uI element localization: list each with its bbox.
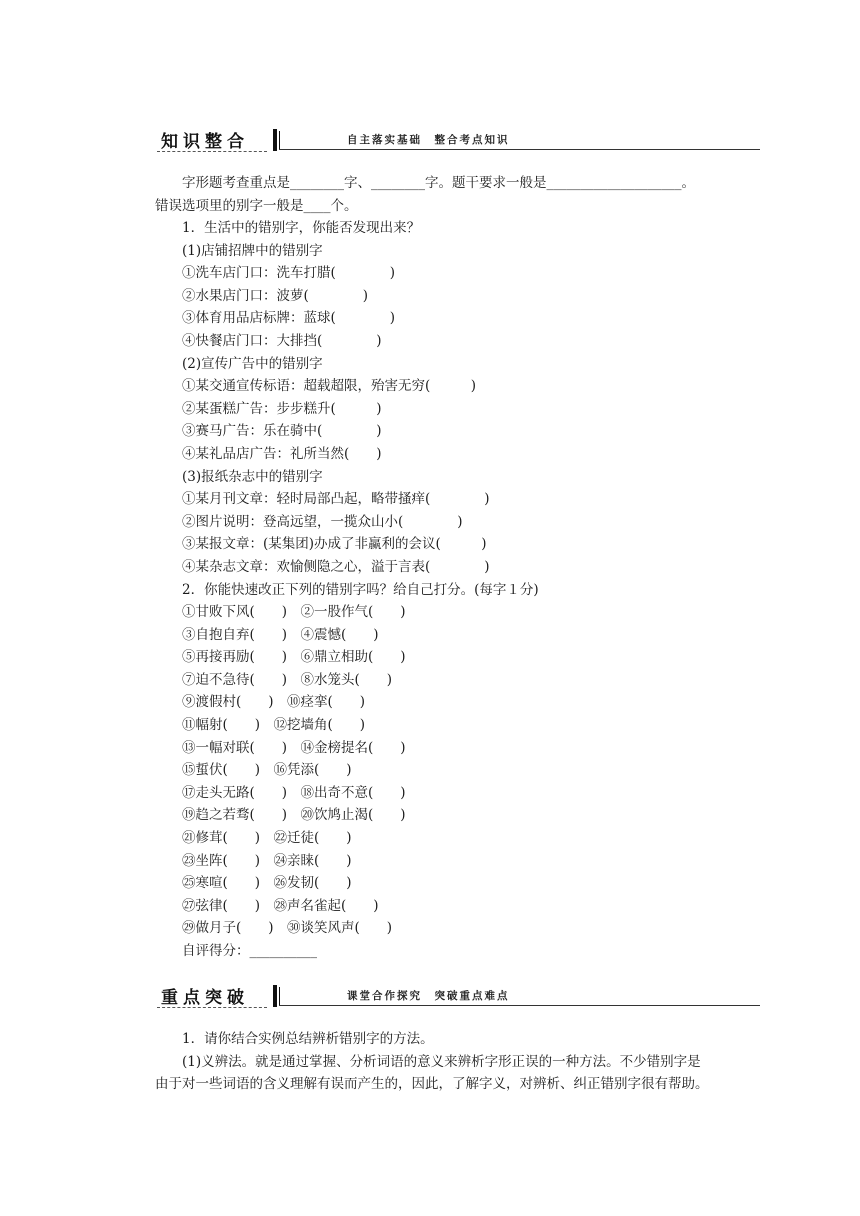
question-line: ④快餐店门口：大排挡( ) [182,332,382,349]
question-line: 2．你能快速改正下列的错别字吗？给自己打分。(每字１分) [182,581,539,598]
question-line: ①甘败下风( ) ②一股作气( ) [182,604,406,621]
methods-paragraph [155,1028,745,1096]
question-line: ⑨渡假村( ) ⑩痉挛( ) [182,694,366,711]
question-line: ⑲趋之若骛( ) ⑳饮鸠止渴( ) [182,807,406,824]
question-line: ⑦迫不急待( ) ⑧水笼头( ) [182,671,393,688]
question-line: ㉗弦律( ) ㉘声名雀起( ) [182,897,379,914]
question-line: ②图片说明：登高远望，一揽众山小( ) [182,513,463,530]
self-score: 自评得分：__________ [182,943,317,959]
title-underline [157,1007,267,1008]
question-line: ⑰走头无路( ) ⑱出奇不意( ) [182,784,406,801]
exercise-list [155,217,745,963]
question-line: ㉓坐阵( ) ㉔亲睐( ) [182,852,352,869]
question-line: ③体育用品店标牌：蓝球( ) [182,310,396,327]
title-underline [157,151,267,152]
question-line: ①某交通宣传标语：超载超限，殆害无穷( ) [182,378,477,395]
question-line: ⑪幅射( ) ⑫挖墙角( ) [182,717,366,734]
intro-paragraph [155,172,745,217]
intro-line: 字形题考查重点是________字、________字。题干要求一般是____________________。 [182,175,695,191]
question-line: (3)报纸杂志中的错别字 [182,468,323,485]
section-header-key-points [157,983,760,1013]
question-line: ⑮蜇伏( ) ⑯凭添( ) [182,762,352,779]
question-line: ③自抱自弃( ) ④震憾( ) [182,626,379,643]
question-line: ④某礼品店广告：礼所当然( ) [182,445,382,462]
question-line: ②水果店门口：波萝( ) [182,287,369,304]
section-subtitle: 课堂合作探究 突破重点难点 [347,990,510,1002]
question-line: ㉙做月子( ) ㉚谈笑风声( ) [182,920,393,937]
question-line: (1)店铺招牌中的错别字 [182,242,323,259]
question-line: (2)宣传广告中的错别字 [182,355,323,372]
question-line: ③赛马广告：乐在骑中( ) [182,423,382,440]
section-title: 知识整合 [161,132,249,152]
header-rule [279,149,760,150]
question-line: ⑤再接再励( ) ⑥鼎立相助( ) [182,649,406,666]
question-line: ㉑修茸( ) ㉒迁徒( ) [182,830,352,847]
question-line: ①洗车店门口：洗车打腊( ) [182,265,396,282]
header-rule [279,1005,760,1006]
header-bar-thin [279,987,280,1005]
header-bar [273,985,277,1007]
question-line: ⑬一幅对联( ) ⑭金榜提名( ) [182,739,406,756]
methods-line: (1)义辨法。就是通过掌握、分析词语的意义来辨析字形正误的一种方法。不少错别字是 [182,1053,701,1070]
methods-line: 1．请你结合实例总结辨析错别字的方法。 [182,1031,434,1047]
methods-line: 由于对一些词语的含义理解有误而产生的，因此，了解字义，对辨析、纠正错别字很有帮助。 [155,1076,709,1093]
header-bar-thin [279,131,280,149]
question-line: ③某报文章：(某集团)办成了非赢利的会议( ) [182,536,487,553]
header-bar [273,129,277,151]
section-header-knowledge [157,127,760,157]
question-line: ①某月刊文章：轻时局部凸起，略带搔痒( ) [182,491,490,508]
question-line: ②某蛋糕广告：步步糕升( ) [182,400,382,417]
question-line: ㉕寒喧( ) ㉖发韧( ) [182,875,352,892]
intro-line: 错误选项里的别字一般是____个。 [155,197,358,214]
section-subtitle: 自主落实基础 整合考点知识 [347,134,510,146]
question-line: 1．生活中的错别字，你能否发现出来？ [182,220,421,236]
section-title: 重点突破 [161,988,249,1008]
question-line: ④某杂志文章：欢愉侧隐之心，溢于言表( ) [182,558,490,575]
